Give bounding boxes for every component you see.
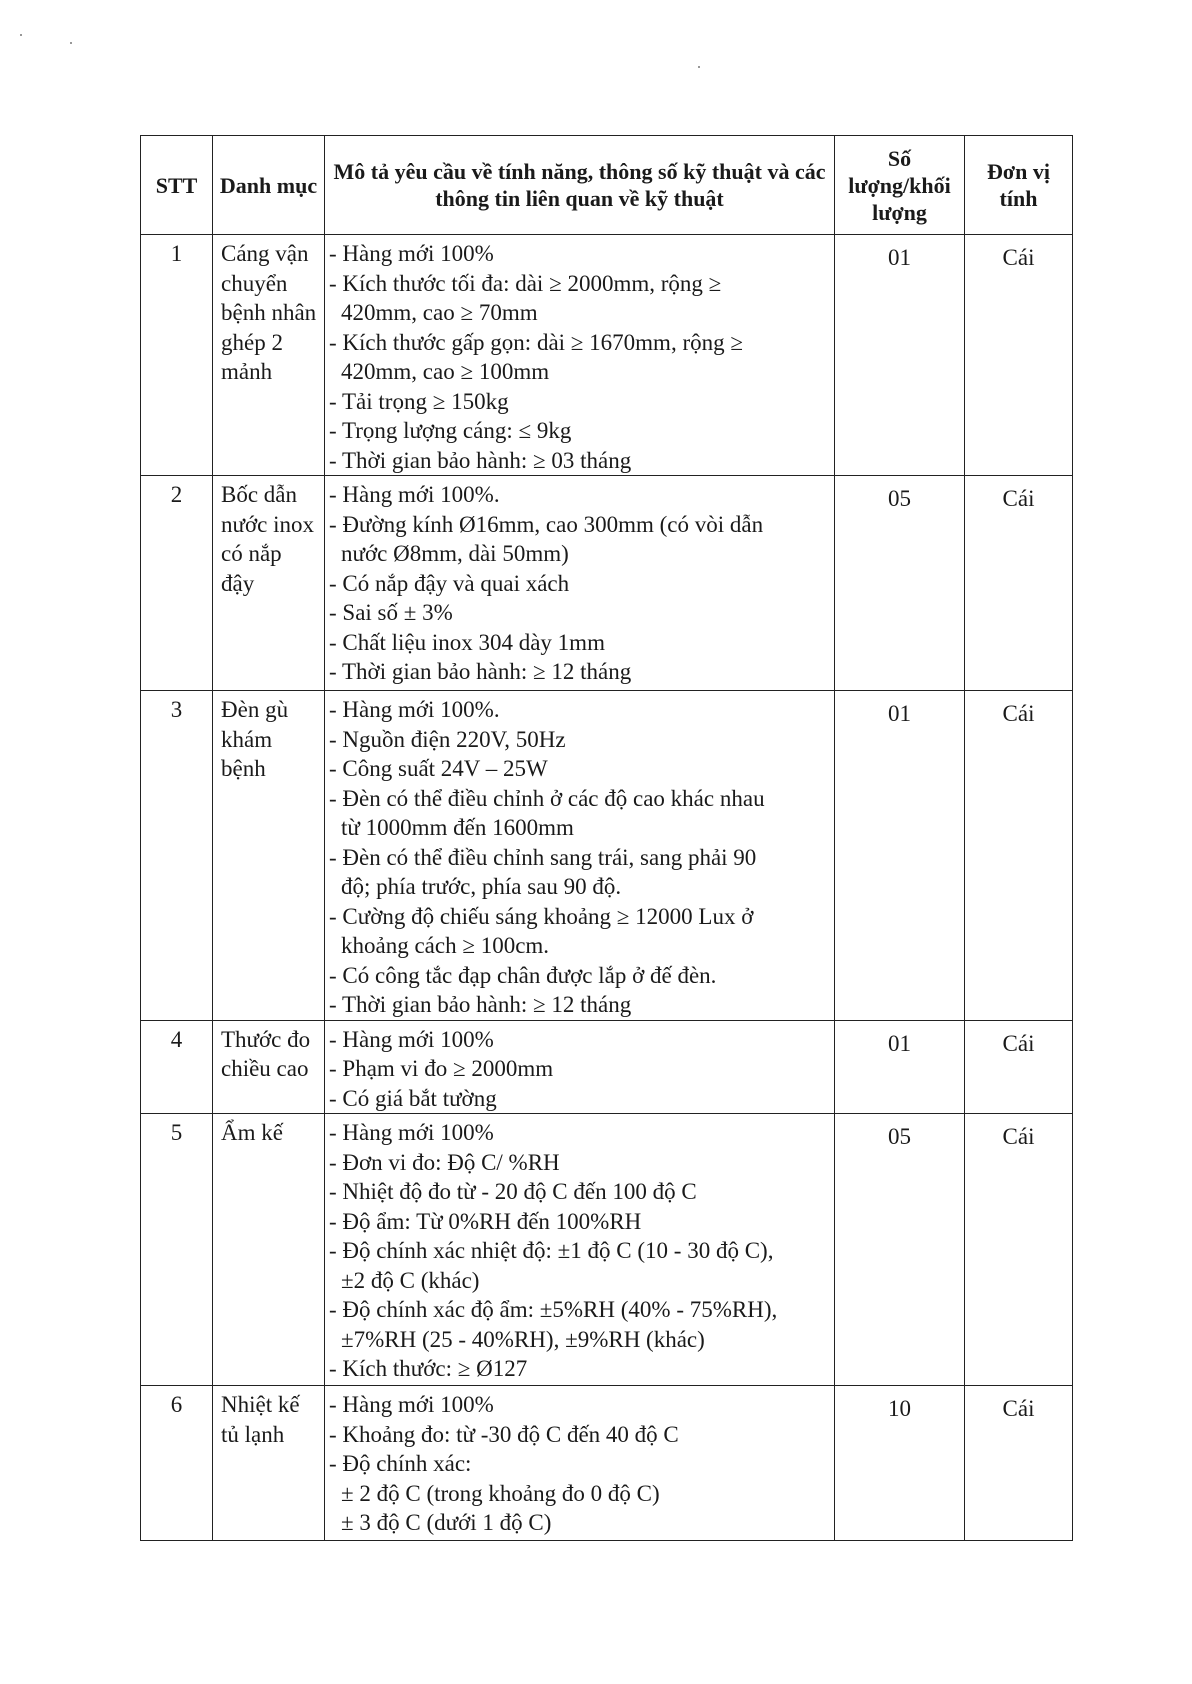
item-unit: Cái [965,1386,1073,1541]
item-quantity: 05 [835,1114,965,1386]
table-row [141,1386,1073,1541]
item-unit: Cái [965,1114,1073,1386]
description-line: khoảng cách ≥ 100cm. [341,933,550,958]
row-number: 2 [141,476,213,691]
table-row [141,235,1073,476]
scan-speck [20,34,22,36]
description-line: - Sai số ± 3% [329,600,453,625]
item-category: Nhiệt kế tủ lạnh [213,1386,325,1541]
item-unit: Cái [965,235,1073,476]
specification-table [140,135,1073,1541]
scan-speck [698,66,700,68]
description-line: - Thời gian bảo hành: ≥ 12 tháng [329,992,632,1017]
description-line: - Đường kính Ø16mm, cao 300mm (có vòi dẫn [329,511,764,537]
item-description [325,1386,835,1541]
description-line: độ; phía trước, phía sau 90 độ. [341,874,622,899]
description-line: ±2 độ C (khác) [341,1267,480,1293]
table-row [141,476,1073,691]
description-line: - Nhiệt độ đo từ - 20 độ C đến 100 độ C [329,1179,697,1204]
description-line: - Chất liệu inox 304 dày 1mm [329,629,605,655]
row-number: 6 [141,1386,213,1541]
description-line: nước Ø8mm, dài 50mm) [341,541,569,566]
description-line: - Độ ẩm: Từ 0%RH đến 100%RH [329,1208,642,1234]
item-quantity: 10 [835,1386,965,1541]
description-line: - Độ chính xác nhiệt độ: ±1 độ C (10 - 30 độ C), [329,1238,774,1263]
description-line: từ 1000mm đến 1600mm [341,815,574,840]
description-line: - Đèn có thể điều chỉnh sang trái, sang phải 90 [329,844,757,870]
item-description [325,235,835,476]
item-description [325,691,835,1021]
description-line: - Kích thước gấp gọn: dài ≥ 1670mm, rộng ≥ [329,329,743,355]
description-line: - Hàng mới 100% [329,1392,494,1417]
description-line: - Kích thước: ≥ Ø127 [329,1356,528,1381]
description-line: ±7%RH (25 - 40%RH), ±9%RH (khác) [341,1326,705,1352]
description-line: - Khoảng đo: từ -30 độ C đến 40 độ C [329,1421,679,1447]
description-line: 420mm, cao ≥ 100mm [341,359,550,384]
table-row [141,1020,1073,1114]
item-quantity: 01 [835,235,965,476]
description-line: - Hàng mới 100% [329,1120,494,1145]
header-stt: STT [141,136,213,235]
table-row [141,691,1073,1021]
header-row [141,136,1073,235]
description-line: - Cường độ chiếu sáng khoảng ≥ 12000 Lux ở [329,903,754,929]
description-line: - Thời gian bảo hành: ≥ 03 tháng [329,447,632,473]
description-line: - Hàng mới 100% [329,1026,494,1052]
header-category: Danh mục [213,136,325,235]
header-unit: Đơn vị tính [965,136,1073,235]
description-line: - Tải trọng ≥ 150kg [329,388,509,414]
item-description [325,1114,835,1386]
item-category: Ẩm kế [213,1114,325,1386]
table-row [141,1114,1073,1386]
item-category: Đèn gù khám bệnh [213,691,325,1021]
description-line: ± 3 độ C (dưới 1 độ C) [341,1510,552,1535]
description-line: - Thời gian bảo hành: ≥ 12 tháng [329,659,632,684]
row-number: 4 [141,1020,213,1114]
description-line: - Trọng lượng cáng: ≤ 9kg [329,418,572,443]
description-line: 420mm, cao ≥ 70mm [341,300,538,325]
item-quantity: 05 [835,476,965,691]
description-line: - Độ chính xác: [329,1451,472,1476]
header-description: Mô tả yêu cầu về tính năng, thông số kỹ thuật và các thông tin liên quan về kỹ thuật [325,136,835,235]
item-unit: Cái [965,691,1073,1021]
item-quantity: 01 [835,1020,965,1114]
description-line: - Hàng mới 100%. [329,697,500,722]
description-line: - Kích thước tối đa: dài ≥ 2000mm, rộng ≥ [329,270,722,296]
row-number: 3 [141,691,213,1021]
description-line: - Công suất 24V – 25W [329,756,548,781]
description-line: - Đèn có thể điều chỉnh ở các độ cao khác nhau [329,785,765,811]
description-line: - Có công tắc đạp chân được lắp ở đế đèn. [329,962,717,988]
description-line: - Có nắp đậy và quai xách [329,570,570,596]
row-number: 1 [141,235,213,476]
description-line: - Hàng mới 100% [329,241,494,266]
item-category: Cáng vận chuyển bệnh nhân ghép 2 mảnh [213,235,325,476]
description-line: - Phạm vi đo ≥ 2000mm [329,1056,554,1081]
description-line: ± 2 độ C (trong khoảng đo 0 độ C) [341,1480,660,1506]
header-quantity: Số lượng/khối lượng [835,136,965,235]
description-line: - Đơn vi đo: Độ C/ %RH [329,1149,560,1175]
row-number: 5 [141,1114,213,1386]
description-line: - Có giá bắt tường [329,1085,497,1111]
description-line: - Hàng mới 100%. [329,482,500,507]
description-line: - Độ chính xác độ ẩm: ±5%RH (40% - 75%RH), [329,1297,778,1322]
scan-speck [70,42,72,44]
item-category: Thước đo chiều cao [213,1020,325,1114]
item-description [325,1020,835,1114]
item-description [325,476,835,691]
item-unit: Cái [965,1020,1073,1114]
item-unit: Cái [965,476,1073,691]
description-line: - Nguồn điện 220V, 50Hz [329,726,566,752]
item-category: Bốc dẫn nước inox có nắp đậy [213,476,325,691]
item-quantity: 01 [835,691,965,1021]
